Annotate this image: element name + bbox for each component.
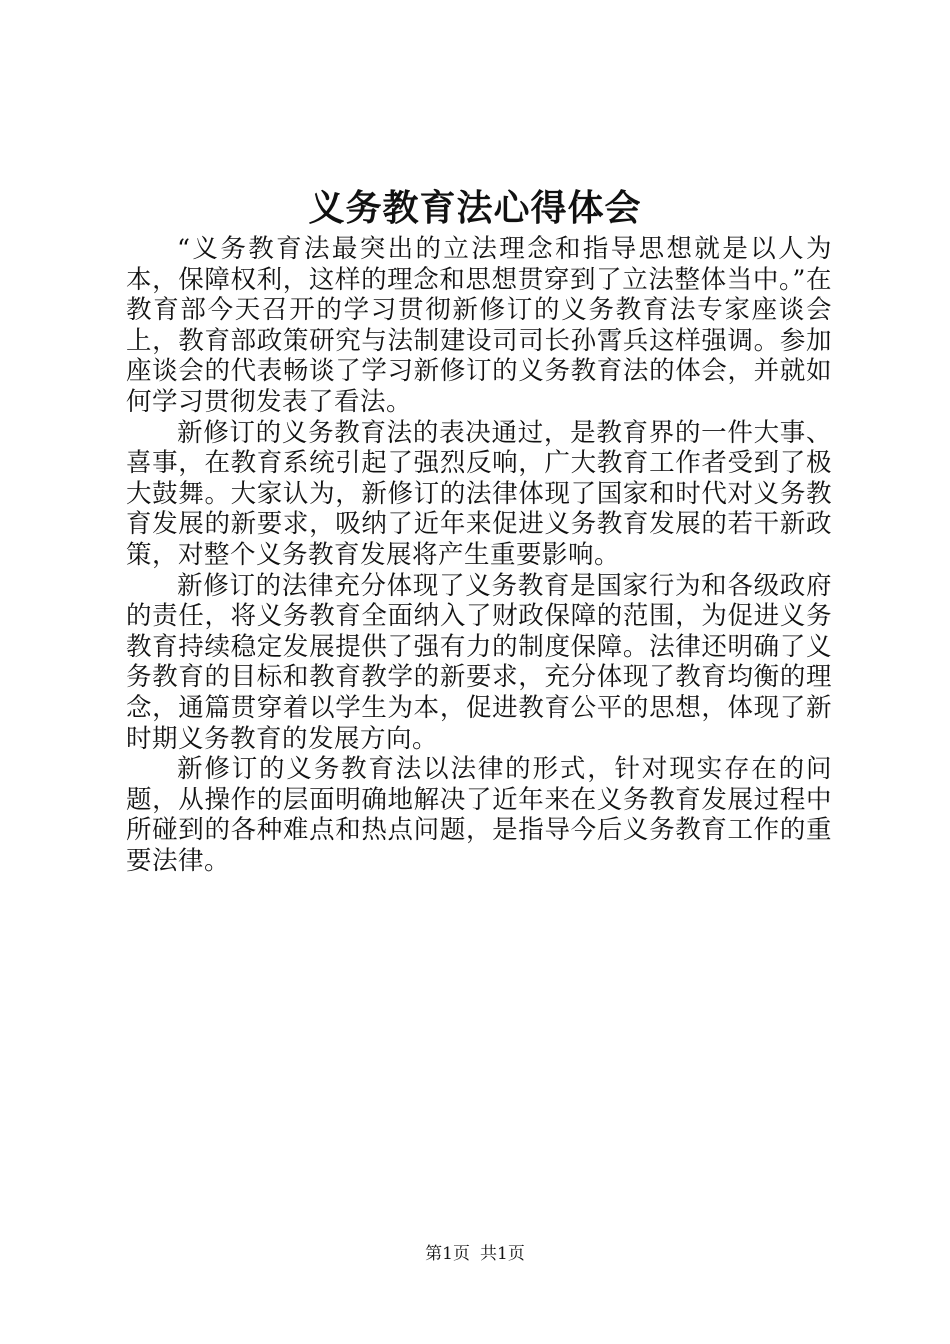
paragraph-4: 新修订的义务教育法以法律的形式，针对现实存在的问题，从操作的层面明确地解决了近年来在义务教育发展过程中所碰到的各种难点和热点问题，是指导今后义务教育工作的重要法律。	[126, 754, 832, 876]
page-number: 第1页	[425, 1244, 470, 1264]
page-footer	[0, 1242, 950, 1266]
document-title: 义务教育法心得体会	[308, 187, 642, 229]
paragraph-2: 新修订的义务教育法的表决通过，是教育界的一件大事、喜事，在教育系统引起了强烈反响，广大教育工作者受到了极大鼓舞。大家认为，新修订的法律体现了国家和时代对义务教育发展的新要求，吸纳了近年来促进义务教育发展的若干新政策，对整个义务教育发展将产生重要影响。	[126, 417, 832, 570]
paragraph-1: “义务教育法最突出的立法理念和指导思想就是以人为本，保障权利，这样的理念和思想贯穿到了立法整体当中。”在教育部今天召开的学习贯彻新修订的义务教育法专家座谈会上，教育部政策研究与法制建设司司长孙霄兵这样强调。参加座谈会的代表畅谈了学习新修订的义务教育法的体会，并就如何学习贯彻发表了看法。	[126, 234, 832, 417]
page-total: 共1页	[480, 1244, 525, 1264]
document-body	[126, 234, 832, 876]
paragraph-3: 新修订的法律充分体现了义务教育是国家行为和各级政府的责任，将义务教育全面纳入了财政保障的范围，为促进义务教育持续稳定发展提供了强有力的制度保障。法律还明确了义务教育的目标和教育教学的新要求，充分体现了教育均衡的理念，通篇贯穿着以学生为本，促进教育公平的思想，体现了新时期义务教育的发展方向。	[126, 570, 832, 754]
